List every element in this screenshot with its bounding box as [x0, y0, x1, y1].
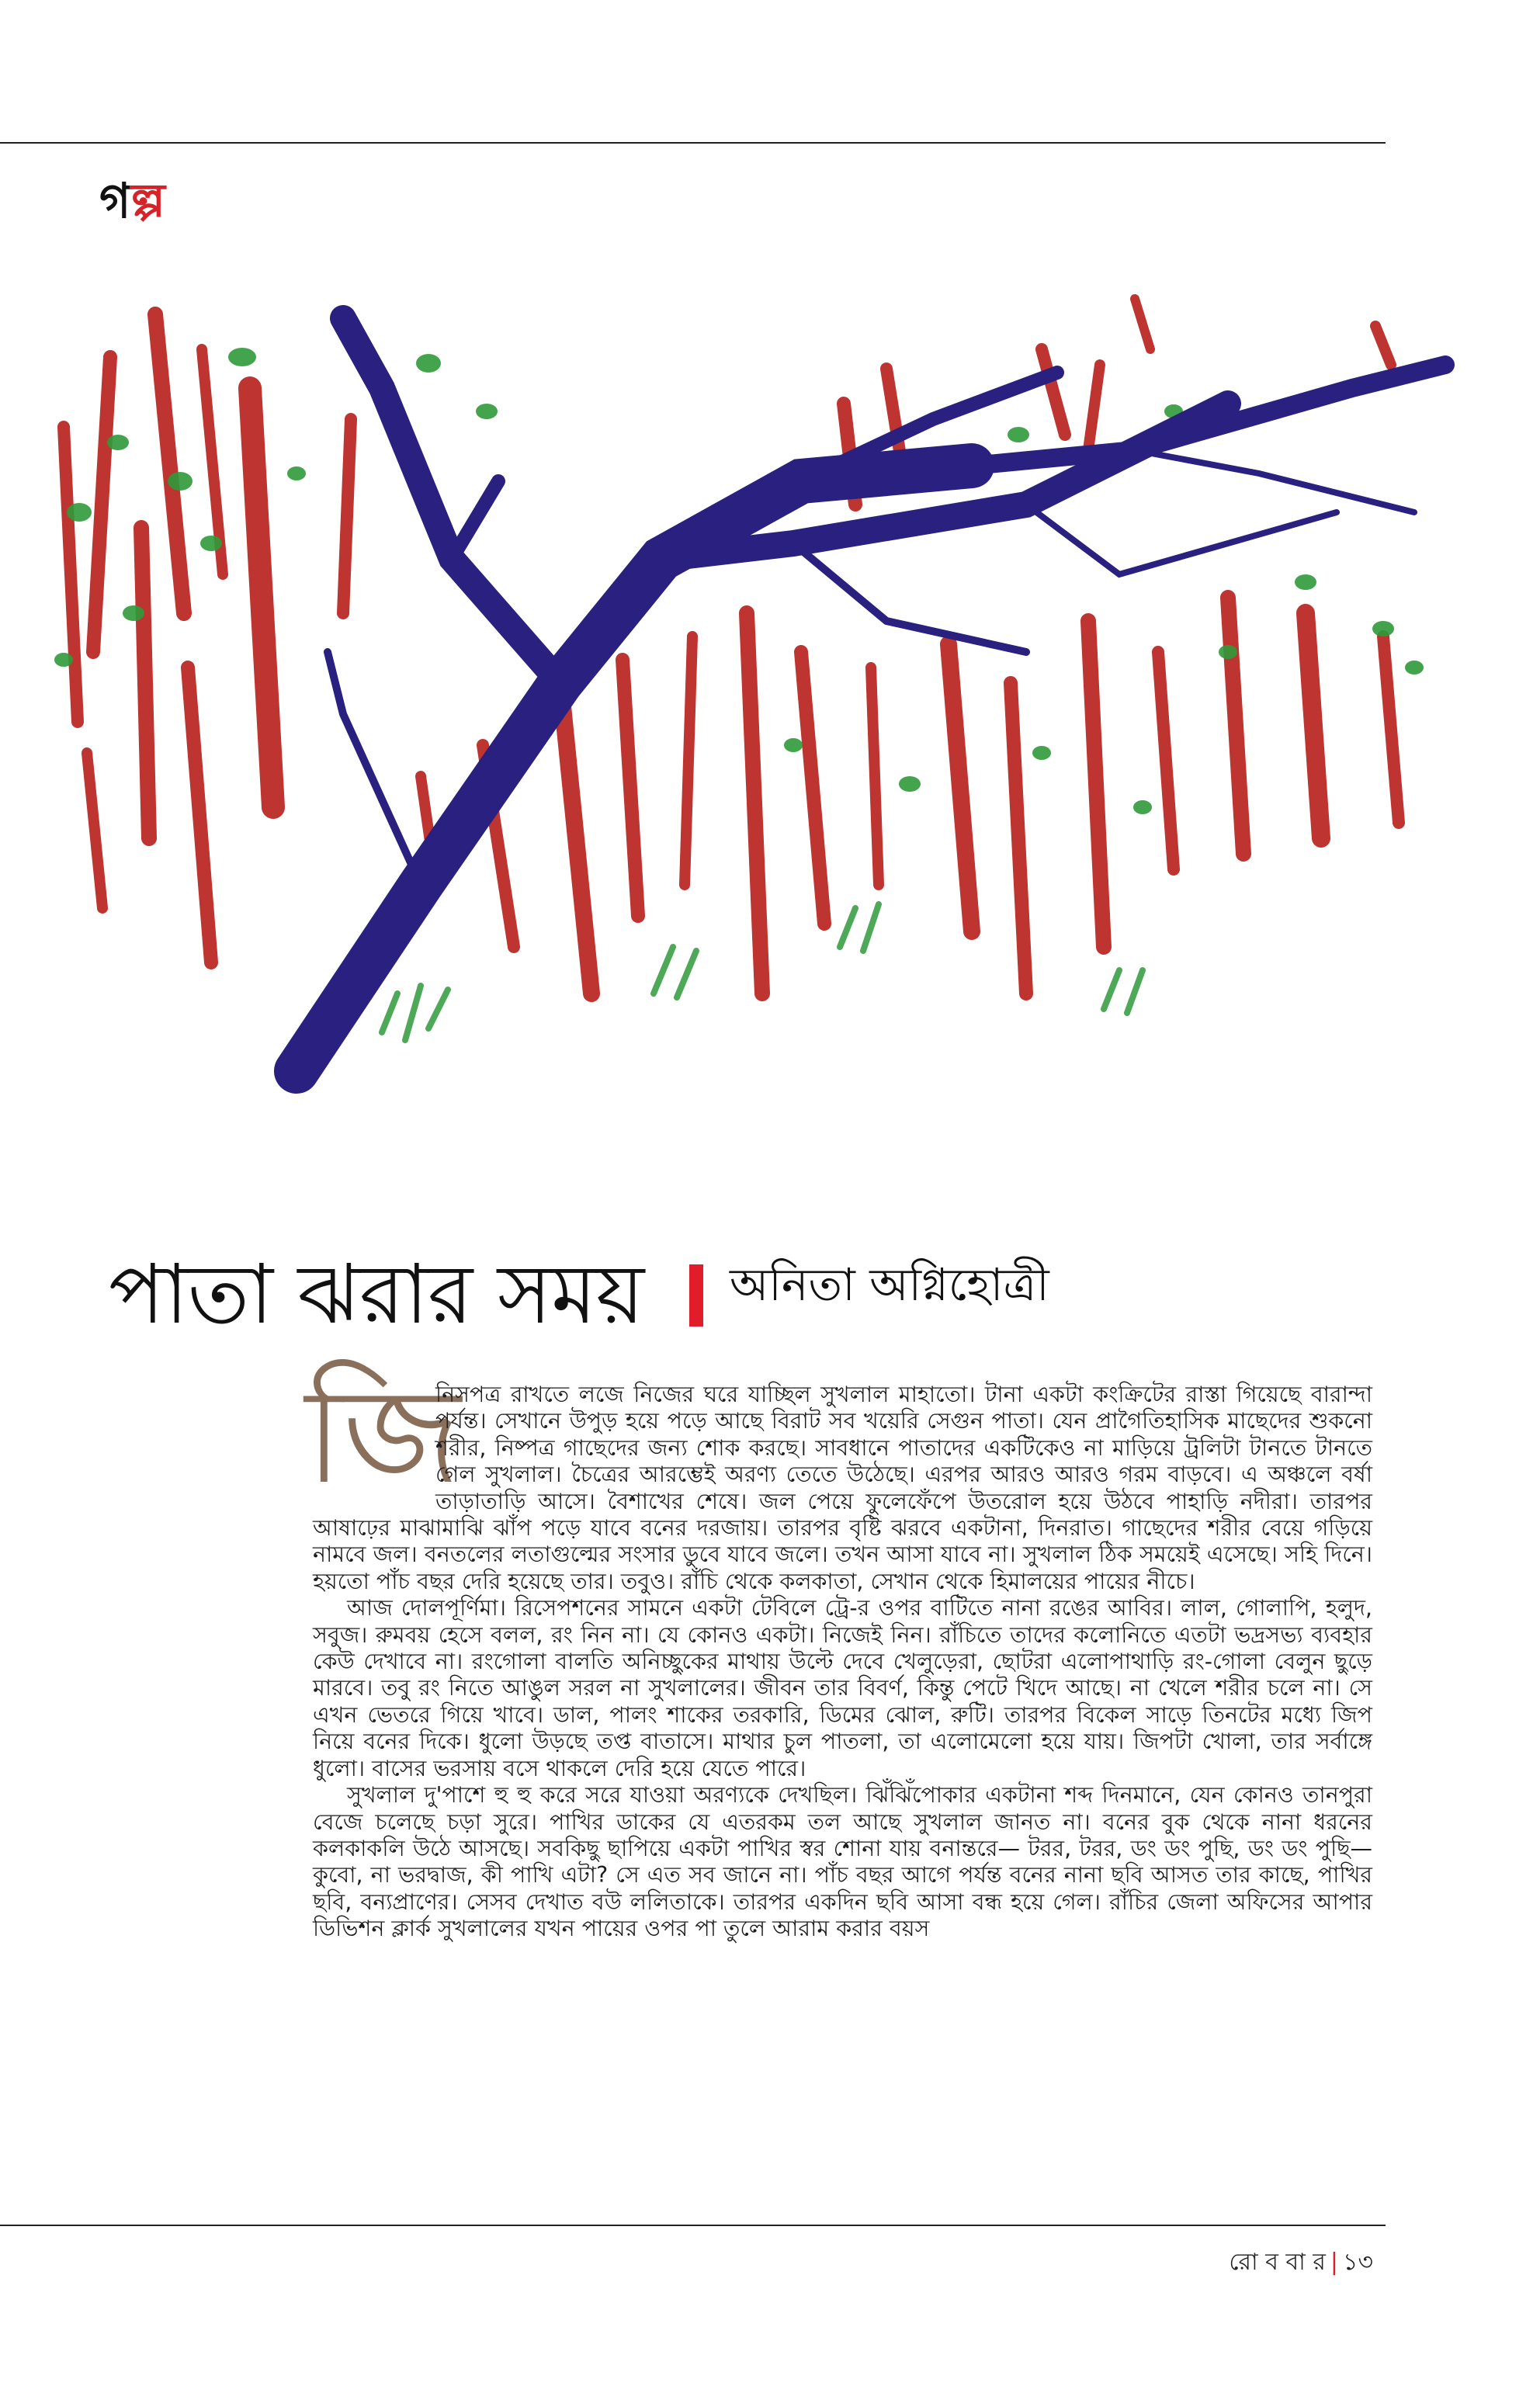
- paragraph-2: আজ দোলপূর্ণিমা। রিসেপশনের সামনে একটা টেবিলে ট্রে-র ওপর বাটিতে নানা রঙের আবির। লাল, গোলাপি, হলুদ, সবুজ। রুমবয় হেসে বলল, রং নিন না। যে কোনও একটা। নিজেই নিন। রাঁচিতে তাদের কলোনিতে এতটা ভদ্রসভ্য ব্যবহার কেউ দেখাবে না। রংগোলা বালতি অনিচ্ছুকের মাথায় উল্টে দেবে খেলুড়েরা, ছোটরা এলোপাথাড়ি রং-গোলা বেলুন ছুড়ে মারবে। তবু রং নিতে আঙুল সরল না সুখলালের। জীবন তার বিবর্ণ, কিন্তু পেটে খিদে আছে। না খেলে শরীর চলে না। সে এখন ভেতরে গিয়ে খাবে। ডাল, পালং শাকের তরকারি, ডিমের ঝোল, রুটি। তারপর বিকেল সাড়ে তিনটের মধ্যে জিপ নিয়ে বনের দিকে। ধুলো উড়ছে তপ্ত বাতাসে। মাথার চুল পাতলা, তা এলোমেলো হয়ে যায়। জিপটা খোলা, তার সর্বাঙ্গে ধুলো। বাসের ভরসায় বসে থাকলে দেরি হয়ে যেতে পারে।: [313, 1595, 1372, 1781]
- bottom-divider: [0, 2225, 1386, 2226]
- section-label-accent: ল্প: [130, 172, 165, 229]
- magazine-name: রো ব বা র: [1229, 2249, 1326, 2276]
- author-byline: অনিতা অগ্নিহোত্রী: [730, 1258, 1049, 1311]
- top-divider: [0, 142, 1386, 144]
- drop-cap: জি: [305, 1360, 461, 1514]
- tree-branch-illustration: [17, 248, 1476, 1118]
- page-number: ১৩: [1343, 2249, 1373, 2276]
- title-separator-bar: [689, 1264, 703, 1327]
- folio-separator: |: [1330, 2249, 1339, 2276]
- section-label: [99, 165, 165, 245]
- page-folio: [1229, 2243, 1373, 2283]
- paragraph-3: সুখলাল দু'পাশে হু হু করে সরে যাওয়া অরণ্যকে দেখছিল। ঝিঁঝিঁপোকার একটানা শব্দ দিনমানে, যেন কোনও তানপুরা বেজে চলেছে চড়া সুরে। পাখির ডাকের যে এতরকম তল আছে সুখলাল জানত না। বনের বুক থেকে নানা ধরনের কলকাকলি উঠে আসছে। সবকিছু ছাপিয়ে একটা পাখির স্বর শোনা যায় বনান্তরে— টরর, টরর, ডং ডং পুছি, ডং ডং পুছি— কুবো, না ভরদ্বাজ, কী পাখি এটা? সে এত সব জানে না। পাঁচ বছর আগে পর্যন্ত বনের নানা ছবি আসত তার কাছে, পাখির ছবি, বন্যপ্রাণের। সেসব দেখাত বউ ললিতাকে। তারপর একদিন ছবি আসা বন্ধ হয়ে গেল। রাঁচির জেলা অফিসের আপার ডিভিশন ক্লার্ক সুখলালের যখন পায়ের ওপর পা তুলে আরাম করার বয়স: [313, 1782, 1372, 1942]
- red-strokes: [64, 299, 1399, 994]
- paragraph-1: নিসপত্র রাখতে লজে নিজের ঘরে যাচ্ছিল সুখলাল মাহাতো। টানা একটা কংক্রিটের রাস্তা গিয়েছে বারান্দা পর্যন্ত। সেখানে উপুড় হয়ে পড়ে আছে বিরাট সব খয়েরি সেগুন পাতা। যেন প্রাগৈতিহাসিক মাছেদের শুকনো শরীর, নিষ্পত্র গাছেদের জন্য শোক করছে। সাবধানে পাতাদের একটিকেও না মাড়িয়ে ট্রলিটা টানতে টানতে গেল সুখলাল। চৈত্রের আরম্ভেই অরণ্য তেতে উঠেছে। এরপর আরও আরও গরম বাড়বে। এ অঞ্চলে বর্ষা তাড়াতাড়ি আসে। বৈশাখের শেষে। জল পেয়ে ফুলেফেঁপে উতরোল হয়ে উঠবে পাহাড়ি নদীরা। তারপর আষাঢ়ের মাঝামাঝি ঝাঁপ পড়ে যাবে বনের দরজায়। তারপর বৃষ্টি ঝরবে একটানা, দিনরাত। গাছেদের শরীর বেয়ে গড়িয়ে নামবে জল। বনতলের লতাগুল্মের সংসার ডুবে যাবে জলে। তখন আসা যাবে না। সুখলাল ঠিক সময়েই এসেছে। সহি দিনে। হয়তো পাঁচ বছর দেরি হয়েছে তার। তবুও। রাঁচি থেকে কলকাতা, সেখান থেকে হিমালয়ের পায়ের নীচে।: [313, 1382, 1372, 1594]
- article-body: [305, 1360, 1372, 1943]
- headline: [109, 1230, 1428, 1342]
- section-label-main: গ: [99, 172, 131, 229]
- story-title: পাতা ঝরার সময়: [109, 1247, 644, 1342]
